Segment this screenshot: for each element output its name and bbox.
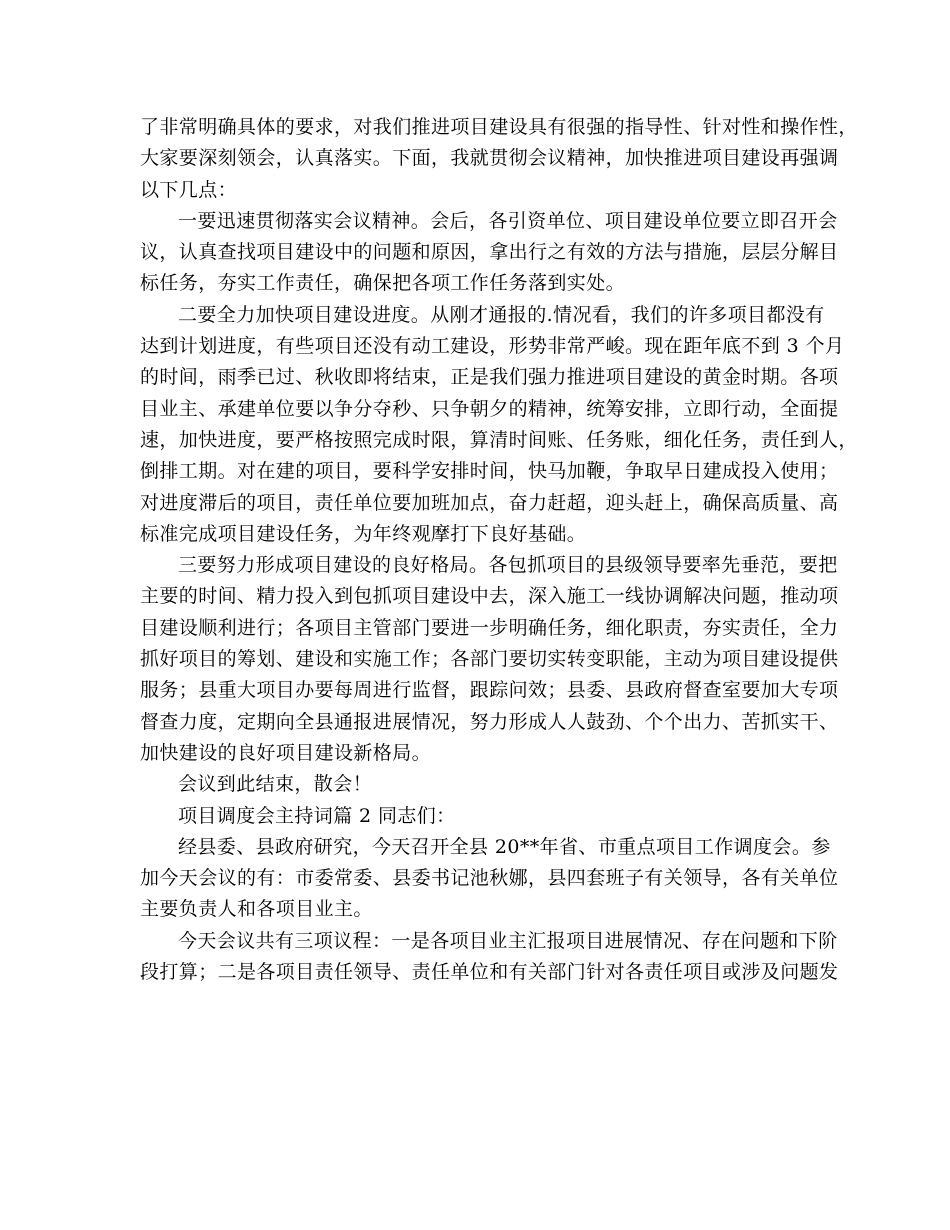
text-line: 倒排工期。对在建的项目，要科学安排时间，快马加鞭，争取早日建成投入使用；	[140, 460, 839, 483]
text-line: 加快建设的良好项目建设新格局。	[140, 741, 432, 764]
text-line: 一要迅速贯彻落实会议精神。会后，各引资单位、项目建设单位要立即召开会	[178, 209, 838, 232]
text-line: 会议到此结束，散会！	[178, 773, 373, 796]
text-line: 抓好项目的筹划、建设和实施工作；各部门要切实转变职能，主动为项目建设提供	[140, 648, 839, 671]
paragraph	[140, 769, 820, 800]
paragraph	[140, 300, 858, 550]
paragraph	[140, 206, 839, 300]
text-line: 达到计划进度，有些项目还没有动工建设，形势非常严峻。现在距年底不到 3 个月	[140, 335, 845, 358]
text-line: 标准完成项目建设任务，为年终观摩打下良好基础。	[140, 522, 587, 545]
paragraph	[140, 801, 820, 832]
paragraph	[140, 832, 839, 926]
text-line: 三要努力形成项目建设的良好格局。各包抓项目的县级领导要率先垂范，要把	[178, 554, 838, 577]
text-line: 段打算；二是各项目责任领导、责任单位和有关部门针对各责任项目或涉及问题发	[140, 961, 839, 984]
text-line: 二要全力加快项目建设进度。从刚才通报的.情况看，我们的许多项目都没有	[178, 303, 825, 326]
text-line: 了非常明确具体的要求，对我们推进项目建设具有很强的指导性、针对性和操作性，	[140, 116, 858, 138]
text-line: 加今天会议的有：市委常委、县委书记池秋娜，县四套班子有关领导，各有关单位	[140, 867, 839, 890]
text-line: 对进度滞后的项目，责任单位要加班加点，奋力赶超，迎头赶上，确保高质量、高	[140, 491, 839, 514]
text-line: 大家要深刻领会，认真落实。下面，我就贯彻会议精神，加快推进项目建设再强调	[140, 147, 839, 170]
text-line: 的时间，雨季已过、秋收即将结束，正是我们强力推进项目建设的黄金时期。各项	[140, 366, 839, 389]
paragraph	[140, 926, 839, 989]
document-body	[140, 112, 858, 988]
text-line: 经县委、县政府研究，今天召开全县 20**年省、市重点项目工作调度会。参	[178, 835, 831, 858]
text-line: 以下几点：	[140, 178, 238, 201]
paragraph	[140, 550, 839, 769]
text-line: 议，认真查找项目建设中的问题和原因，拿出行之有效的方法与措施，层层分解目	[140, 241, 839, 264]
text-line: 目建设顺利进行；各项目主管部门要进一步明确任务，细化职责，夯实责任，全力	[140, 616, 839, 639]
text-line: 目业主、承建单位要以争分夺秒、只争朝夕的精神，统筹安排，立即行动，全面提	[140, 397, 839, 420]
text-line: 项目调度会主持词篇 2 同志们：	[178, 804, 456, 827]
text-line: 主要负责人和各项目业主。	[140, 898, 373, 921]
text-line: 速，加快进度，要严格按照完成时限，算清时间账、任务账，细化任务，责任到人，	[140, 428, 858, 451]
text-line: 标任务，夯实工作责任，确保把各项工作任务落到实处。	[140, 272, 626, 295]
text-line: 服务；县重大项目办要每周进行监督，跟踪问效；县委、县政府督查室要加大专项	[140, 679, 839, 702]
text-line: 今天会议共有三项议程：一是各项目业主汇报项目进展情况、存在问题和下阶	[178, 929, 838, 952]
paragraph	[140, 112, 858, 206]
text-line: 督查力度，定期向全县通报进展情况，努力形成人人鼓劲、个个出力、苦抓实干、	[140, 710, 839, 733]
text-line: 主要的时间、精力投入到包抓项目建设中去，深入施工一线协调解决问题，推动项	[140, 585, 839, 608]
